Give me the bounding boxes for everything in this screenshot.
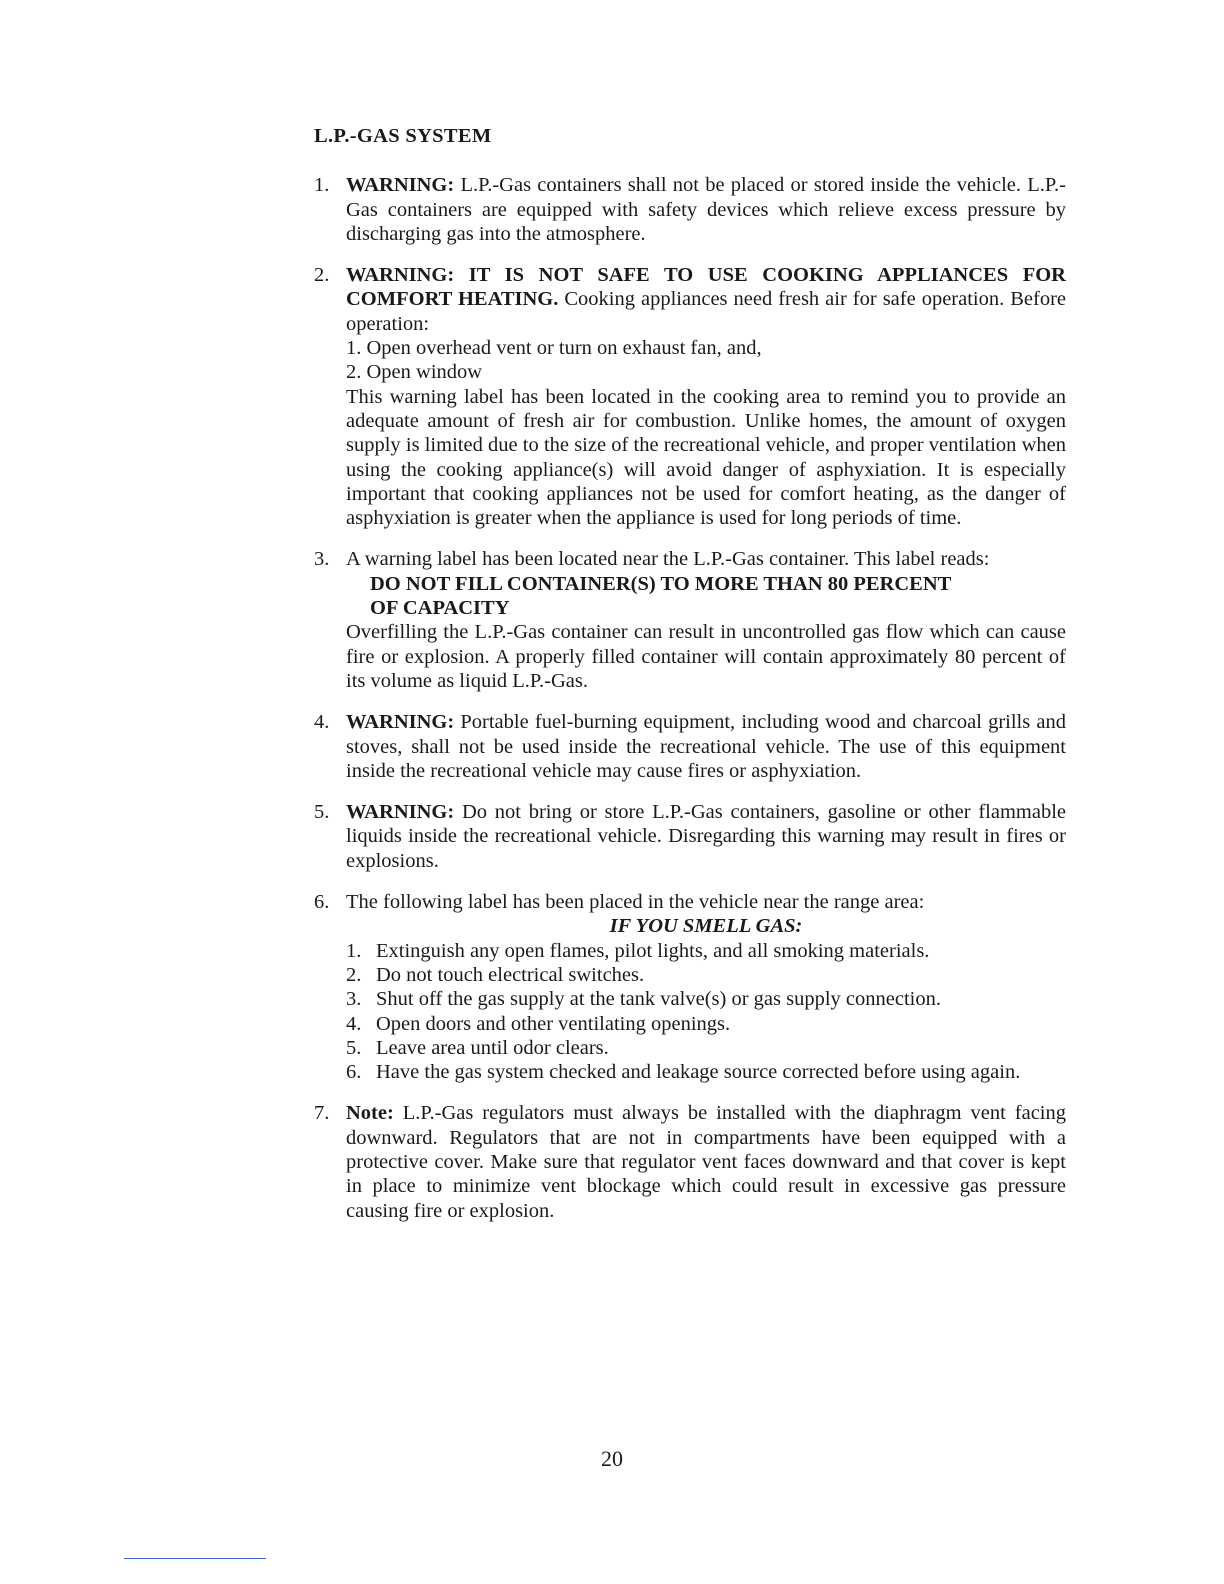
document-page: [314, 124, 1066, 1240]
list-item-7: [314, 1101, 1066, 1222]
item-body: Cooking appliances need fresh air for safe operation. Before operation:: [346, 288, 1067, 335]
item-body: Do not bring or store L.P.-Gas containers, gasoline or other flammable liquids inside the recreational vehicle. Disregarding this warning may result in fires or explosions.: [346, 801, 1066, 872]
item-text: [346, 1101, 1066, 1222]
step-number: 2.: [346, 963, 362, 986]
item-body: L.P.-Gas regulators must always be installed with the diaphragm vent facing downward. Regulators that are not in compartments have been equipped with a protective cover. Make sure that regulator vent faces downward and that cover is kept in place to minimize vent blockage which could result in excessive gas pressure causing fire or explosion.: [346, 1102, 1066, 1222]
label-text-line-1: DO NOT FILL CONTAINER(S) TO MORE THAN 80 PERCENT: [370, 572, 952, 595]
list-item-3: [314, 547, 1066, 693]
list-item-1: [314, 173, 1066, 246]
list-item-2: [314, 263, 1066, 530]
footer-rule: [124, 1558, 266, 1559]
item-paragraph: This warning label has been located in the cooking area to remind you to provide an adequate amount of fresh air for combustion. Unlike homes, the amount of oxygen supply is limited due to the size of the recreational vehicle, and proper ventilation when using the cooking appliance(s) will avoid danger of asphyxiation. It is especially important that cooking appliances not be used for comfort heating, as the danger of asphyxiation is greater when the appliance is used for long periods of time.: [346, 385, 1066, 530]
item-paragraph: Overfilling the L.P.-Gas container can result in uncontrolled gas flow which can cause fire or explosion. A properly filled container will contain approximately 80 percent of its volume as liquid L.P.-Gas.: [346, 621, 1066, 692]
item-number: 7.: [314, 1102, 330, 1125]
warning-keyword: WARNING: IT IS NOT SAFE TO USE COOKING APPLIANCES FOR COMFORT HEATING.: [346, 264, 1066, 311]
item-body: Portable fuel-burning equipment, including wood and charcoal grills and stoves, shall not be used inside the recreational vehicle. The use of this equipment inside the recreational vehicle may cause fires or asphyxiation.: [346, 711, 1066, 782]
step-text: Leave area until odor clears.: [376, 1036, 609, 1059]
list-item: [346, 939, 1066, 963]
list-item: [346, 1036, 1066, 1060]
step-number: 5.: [346, 1036, 362, 1059]
item-body: The following label has been placed in the vehicle near the range area:: [346, 891, 925, 914]
step-number: 1.: [346, 939, 362, 962]
label-heading: IF YOU SMELL GAS:: [609, 915, 803, 938]
item-number: 4.: [314, 711, 330, 734]
note-keyword: Note:: [346, 1102, 394, 1125]
warning-keyword: WARNING:: [346, 174, 455, 197]
section-heading: L.P.-GAS SYSTEM: [314, 125, 492, 147]
item-text: [346, 800, 1066, 873]
step-number: 6.: [346, 1061, 362, 1084]
step-number: 4.: [346, 1012, 362, 1035]
label-text-line-2: OF CAPACITY: [370, 597, 510, 620]
item-text: [346, 173, 1066, 246]
page-number: 20: [601, 1446, 623, 1471]
item-number: 5.: [314, 801, 330, 824]
list-item-5: [314, 800, 1066, 873]
step-text: Have the gas system checked and leakage source corrected before using again.: [376, 1061, 1021, 1084]
sub-step-1: 1. Open overhead vent or turn on exhaust fan, and,: [346, 337, 762, 360]
list-item: [346, 987, 1066, 1011]
item-text: [346, 263, 1066, 336]
list-item-6: [314, 890, 1066, 1084]
item-number: 1.: [314, 174, 330, 197]
warning-keyword: WARNING:: [346, 711, 455, 734]
step-text: Open doors and other ventilating openings.: [376, 1012, 731, 1035]
gas-smell-steps: [346, 939, 1066, 1085]
sub-step-2: 2. Open window: [346, 361, 483, 384]
item-body: L.P.-Gas containers shall not be placed or stored inside the vehicle. L.P.-Gas containers are equipped with safety devices which relieve excess pressure by discharging gas into the atmosphere.: [346, 174, 1066, 245]
step-text: Extinguish any open flames, pilot lights, and all smoking materials.: [376, 939, 930, 962]
item-number: 3.: [314, 548, 330, 571]
list-item: [346, 963, 1066, 987]
list-item: [346, 1012, 1066, 1036]
list-item: [346, 1060, 1066, 1084]
item-number: 6.: [314, 891, 330, 914]
item-number: 2.: [314, 264, 330, 287]
item-text: [346, 710, 1066, 783]
step-number: 3.: [346, 988, 362, 1011]
step-text: Do not touch electrical switches.: [376, 963, 645, 986]
item-body: A warning label has been located near the L.P.-Gas container. This label reads:: [346, 548, 990, 571]
list-item-4: [314, 710, 1066, 783]
step-text: Shut off the gas supply at the tank valve(s) or gas supply connection.: [376, 988, 941, 1011]
warning-keyword: WARNING:: [346, 801, 455, 824]
